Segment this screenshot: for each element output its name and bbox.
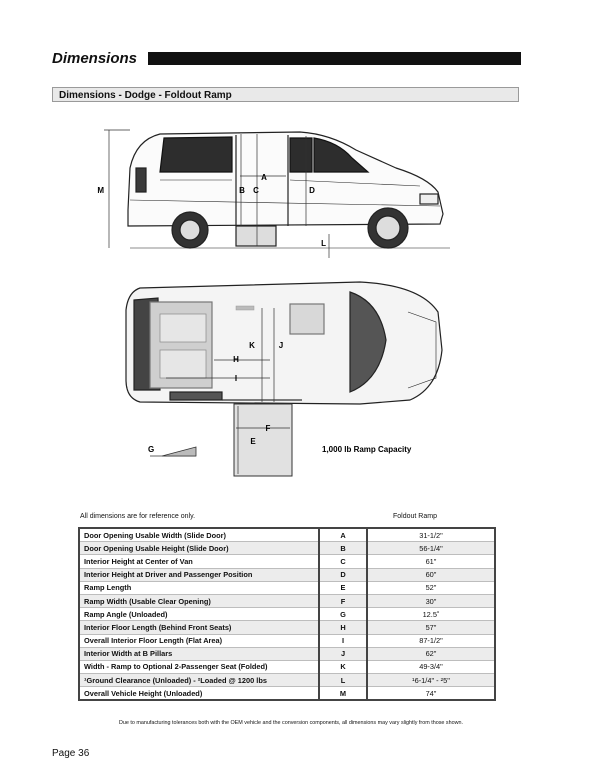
label-h: H bbox=[233, 355, 239, 364]
label-d: D bbox=[309, 186, 315, 195]
column-header-foldout-ramp: Foldout Ramp bbox=[393, 513, 437, 520]
ramp-angle-diagram bbox=[150, 447, 196, 456]
dimension-value: 31-1/2" bbox=[367, 528, 495, 542]
dimension-letter: G bbox=[319, 608, 367, 621]
dimension-letter: M bbox=[319, 687, 367, 701]
table-row bbox=[79, 568, 495, 581]
dimension-letter: B bbox=[319, 542, 367, 555]
label-e: E bbox=[250, 437, 256, 446]
table-row bbox=[79, 634, 495, 647]
tolerance-footnote: Due to manufacturing tolerances both with the OEM vehicle and the conversion components, all dimensions may vary slightly from those shown. bbox=[119, 720, 463, 726]
table-row bbox=[79, 674, 495, 687]
van-top-view bbox=[126, 282, 442, 404]
table-row bbox=[79, 594, 495, 607]
van-side-view bbox=[128, 132, 450, 248]
dimension-value: 62" bbox=[367, 647, 495, 660]
label-f: F bbox=[265, 424, 271, 433]
dimension-value: 12.5˚ bbox=[367, 608, 495, 621]
table-row bbox=[79, 647, 495, 660]
dimension-label: Overall Vehicle Height (Unloaded) bbox=[79, 687, 319, 701]
table-row bbox=[79, 555, 495, 568]
dimension-letter: F bbox=[319, 594, 367, 607]
reference-note: All dimensions are for reference only. bbox=[80, 513, 196, 520]
dimension-letter: E bbox=[319, 581, 367, 594]
dimension-value: 74" bbox=[367, 687, 495, 701]
dimension-value: 52" bbox=[367, 581, 495, 594]
section-header: Dimensions - Dodge - Foldout Ramp bbox=[52, 87, 519, 102]
dimension-value: 56-1/4" bbox=[367, 542, 495, 555]
table-row bbox=[79, 660, 495, 673]
label-l: L bbox=[321, 239, 326, 248]
dimension-letter: H bbox=[319, 621, 367, 634]
dimension-label: Interior Floor Length (Behind Front Seats) bbox=[79, 621, 319, 634]
dimension-label: Ramp Length bbox=[79, 581, 319, 594]
dimension-value: 57" bbox=[367, 621, 495, 634]
dimension-label: Interior Width at B Pillars bbox=[79, 647, 319, 660]
dimension-letter: J bbox=[319, 647, 367, 660]
table-row bbox=[79, 621, 495, 634]
dimension-label: Interior Height at Center of Van bbox=[79, 555, 319, 568]
label-m: M bbox=[97, 186, 104, 195]
dimension-label: Overall Interior Floor Length (Flat Area) bbox=[79, 634, 319, 647]
dimension-label: Door Opening Usable Height (Slide Door) bbox=[79, 542, 319, 555]
dimension-letter: A bbox=[319, 528, 367, 542]
dimension-value: ¹6-1/4" - ²5" bbox=[367, 674, 495, 687]
page-number: Page 36 bbox=[52, 748, 90, 759]
dimension-value: 30" bbox=[367, 594, 495, 607]
table-row bbox=[79, 581, 495, 594]
label-k: K bbox=[249, 341, 255, 350]
dimension-value: 49-3/4" bbox=[367, 660, 495, 673]
dimension-label: Interior Height at Driver and Passenger Position bbox=[79, 568, 319, 581]
dimension-value: 87-1/2" bbox=[367, 634, 495, 647]
dimension-letter: K bbox=[319, 660, 367, 673]
dimension-label: ¹Ground Clearance (Unloaded) - ²Loaded @ 1200 lbs bbox=[79, 674, 319, 687]
dimension-letter: D bbox=[319, 568, 367, 581]
dimension-label: Width - Ramp to Optional 2-Passenger Seat (Folded) bbox=[79, 660, 319, 673]
dimension-letter: C bbox=[319, 555, 367, 568]
foldout-ramp bbox=[234, 404, 292, 476]
dimension-letter: I bbox=[319, 634, 367, 647]
ramp-capacity-text: 1,000 lb Ramp Capacity bbox=[322, 445, 412, 454]
label-a: A bbox=[261, 173, 267, 182]
table-row bbox=[79, 528, 495, 542]
table-row bbox=[79, 687, 495, 701]
dimension-value: 61" bbox=[367, 555, 495, 568]
table-row bbox=[79, 542, 495, 555]
label-i: I bbox=[234, 374, 238, 383]
label-b: B bbox=[239, 186, 245, 195]
page-title: Dimensions bbox=[52, 50, 138, 67]
table-row bbox=[79, 608, 495, 621]
dimension-value: 60" bbox=[367, 568, 495, 581]
dimension-label: Ramp Width (Usable Clear Opening) bbox=[79, 594, 319, 607]
label-c: C bbox=[253, 186, 259, 195]
dimensions-table bbox=[78, 527, 496, 701]
dimension-letter: L bbox=[319, 674, 367, 687]
dimension-label: Door Opening Usable Width (Slide Door) bbox=[79, 528, 319, 542]
label-j: J bbox=[278, 341, 284, 350]
dimension-label: Ramp Angle (Unloaded) bbox=[79, 608, 319, 621]
label-g: G bbox=[148, 445, 155, 454]
